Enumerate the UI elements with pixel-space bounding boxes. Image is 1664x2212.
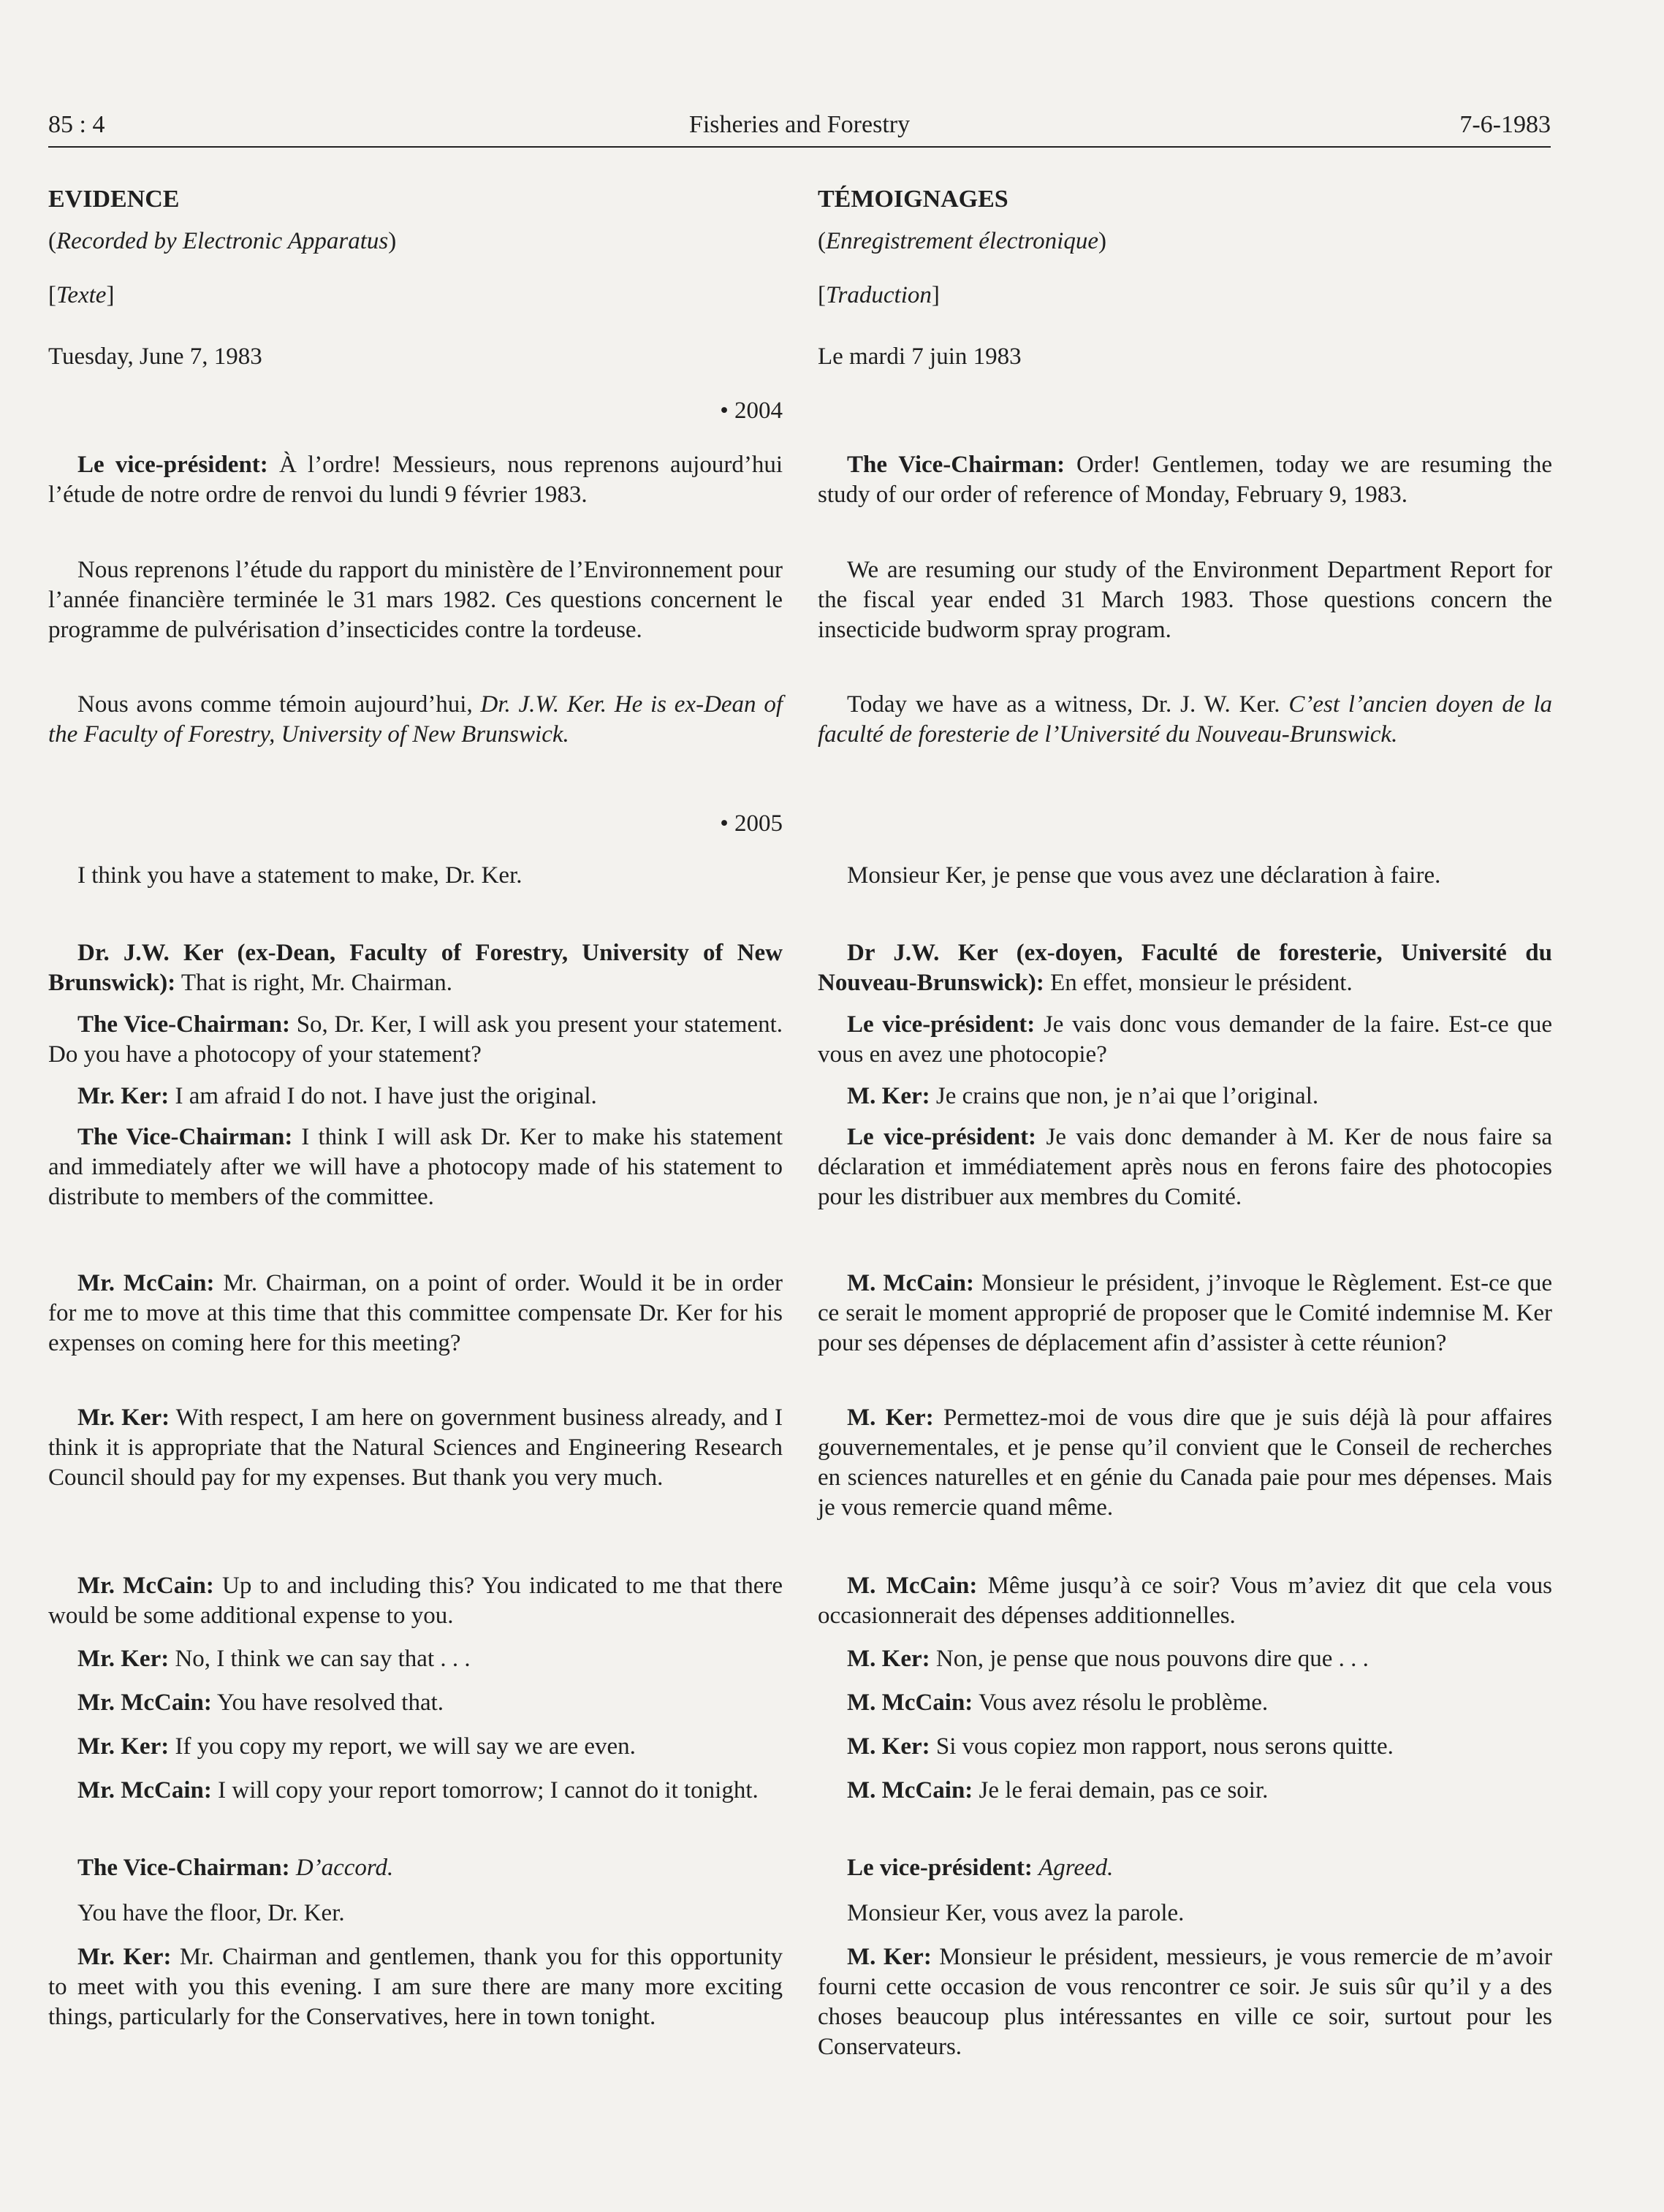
- statement-paragraph: Mr. Ker: If you copy my report, we will say we are even.: [77, 1733, 636, 1760]
- page-number: 85 : 4: [48, 111, 105, 138]
- statement-paragraph: Monsieur Ker, je pense que vous avez une déclaration à faire.: [847, 862, 1441, 889]
- statement-paragraph: Mr. Ker: Mr. Chairman and gentlemen, thank you for this opportunity to meet with you this evening. I am sure there are many more exciting things, particularly for the Conservatives, here in town tonight.: [48, 1944, 783, 2030]
- statement-paragraph: M. Ker: Je crains que non, je n’ai que l’original.: [847, 1083, 1319, 1109]
- statement-paragraph: The Vice-Chairman: So, Dr. Ker, I will ask you present your statement. Do you have a photocopy of your statement?: [48, 1011, 783, 1068]
- statement-paragraph: M. McCain: Monsieur le président, j’invoque le Règlement. Est-ce que ce serait le moment approprié de proposer que le Comité indemnise M. Ker pour ses dépenses de déplacement afin d’assister à cette réunion?: [818, 1270, 1552, 1356]
- statement-paragraph: M. McCain: Même jusqu’à ce soir? Vous m’aviez dit que cela vous occasionnerait des dépenses additionnelles.: [818, 1573, 1552, 1629]
- statement-paragraph: Mr. McCain: I will copy your report tomorrow; I cannot do it tonight.: [77, 1777, 759, 1804]
- statement-paragraph: Mr. McCain: Mr. Chairman, on a point of order. Would it be in order for me to move at this time that this committee compensate Dr. Ker for his expenses on coming here for this meeting?: [48, 1270, 783, 1356]
- statement-paragraph: Nous reprenons l’étude du rapport du ministère de l’Environnement pour l’année financière terminée le 31 mars 1982. Ces questions concernent le programme de pulvérisation d’insecticides contre la tordeuse.: [48, 557, 783, 643]
- sitting-date: Le mardi 7 juin 1983: [818, 343, 1022, 370]
- statement-paragraph: We are resuming our study of the Environment Department Report for the fiscal year ended 31 March 1983. Those questions concern the insecticide budworm spray program.: [818, 557, 1552, 643]
- statement-paragraph: The Vice-Chairman: D’accord.: [77, 1855, 394, 1881]
- page-date: 7-6-1983: [1459, 111, 1551, 138]
- page-title: Fisheries and Forestry: [688, 111, 911, 138]
- statement-paragraph: Le vice-président: Je vais donc vous demander de la faire. Est-ce que vous en avez une photocopie?: [818, 1011, 1552, 1068]
- statement-paragraph: Mr. McCain: Up to and including this? You indicated to me that there would be some additional expense to you.: [48, 1573, 783, 1629]
- statement-paragraph: Le vice-président: Je vais donc demander à M. Ker de nous faire sa déclaration et immédiatement après nous en ferons faire des photocopies pour les distribuer aux membres du Comité.: [818, 1124, 1552, 1210]
- time-marker: • 2005: [720, 810, 783, 837]
- statement-paragraph: M. Ker: Non, je pense que nous pouvons dire que . . .: [847, 1646, 1369, 1672]
- statement-paragraph: Mr. McCain: You have resolved that.: [77, 1690, 444, 1716]
- statement-paragraph: Mr. Ker: I am afraid I do not. I have just the original.: [77, 1083, 597, 1109]
- text-tag: [Traduction]: [818, 282, 940, 308]
- statement-paragraph: The Vice-Chairman: Order! Gentlemen, today we are resuming the study of our order of reference of Monday, February 9, 1983.: [818, 452, 1552, 508]
- sitting-date: Tuesday, June 7, 1983: [48, 343, 262, 370]
- page-header: [48, 111, 1551, 148]
- statement-paragraph: The Vice-Chairman: I think I will ask Dr. Ker to make his statement and immediately after we will have a photocopy made of his statement to distribute to members of the committee.: [48, 1124, 783, 1210]
- recording-note: (Enregistrement électronique): [818, 228, 1106, 254]
- section-heading: EVIDENCE: [48, 186, 180, 213]
- statement-paragraph: Mr. Ker: No, I think we can say that . . .: [77, 1646, 471, 1672]
- statement-paragraph: Le vice-président: Agreed.: [847, 1855, 1114, 1881]
- statement-paragraph: Mr. Ker: With respect, I am here on government business already, and I think it is appropriate that the Natural Sciences and Engineering Research Council should pay for my expenses. But thank you very much.: [48, 1405, 783, 1491]
- statement-paragraph: Dr. J.W. Ker (ex-Dean, Faculty of Forestry, University of New Brunswick): That is right, Mr. Chairman.: [48, 940, 783, 996]
- statement-paragraph: Dr J.W. Ker (ex-doyen, Faculté de foresterie, Université du Nouveau-Brunswick): En effet, monsieur le président.: [818, 940, 1552, 996]
- recording-note: (Recorded by Electronic Apparatus): [48, 228, 397, 254]
- statement-paragraph: M. McCain: Vous avez résolu le problème.: [847, 1690, 1269, 1716]
- statement-paragraph: Le vice-président: À l’ordre! Messieurs, nous reprenons aujourd’hui l’étude de notre ordre de renvoi du lundi 9 février 1983.: [48, 452, 783, 508]
- statement-paragraph: M. McCain: Je le ferai demain, pas ce soir.: [847, 1777, 1269, 1804]
- statement-paragraph: M. Ker: Monsieur le président, messieurs, je vous remercie de m’avoir fourni cette occasion de vous rencontrer ce soir. Je suis sûr qu’il y a des choses beaucoup plus intéressantes en ville ce soir, surtout pour les Conservateurs.: [818, 1944, 1552, 2060]
- statement-paragraph: Monsieur Ker, vous avez la parole.: [847, 1900, 1185, 1926]
- statement-paragraph: Nous avons comme témoin aujourd’hui, Dr. J.W. Ker. He is ex-Dean of the Faculty of Forestry, University of New Brunswick.: [48, 691, 783, 748]
- statement-paragraph: M. Ker: Permettez-moi de vous dire que je suis déjà là pour affaires gouvernementales, et je pense qu’il convient que le Conseil de recherches en sciences naturelles et en génie du Canada paie pour mes dépenses. Mais je vous remercie quand même.: [818, 1405, 1552, 1521]
- time-marker: • 2004: [720, 398, 783, 424]
- section-heading: TÉMOIGNAGES: [818, 186, 1008, 213]
- statement-paragraph: Today we have as a witness, Dr. J. W. Ker. C’est l’ancien doyen de la faculté de foresterie de l’Université du Nouveau-Brunswick.: [818, 691, 1552, 748]
- text-tag: [Texte]: [48, 282, 115, 308]
- statement-paragraph: You have the floor, Dr. Ker.: [77, 1900, 345, 1926]
- statement-paragraph: M. Ker: Si vous copiez mon rapport, nous serons quitte.: [847, 1733, 1394, 1760]
- statement-paragraph: I think you have a statement to make, Dr. Ker.: [77, 862, 523, 889]
